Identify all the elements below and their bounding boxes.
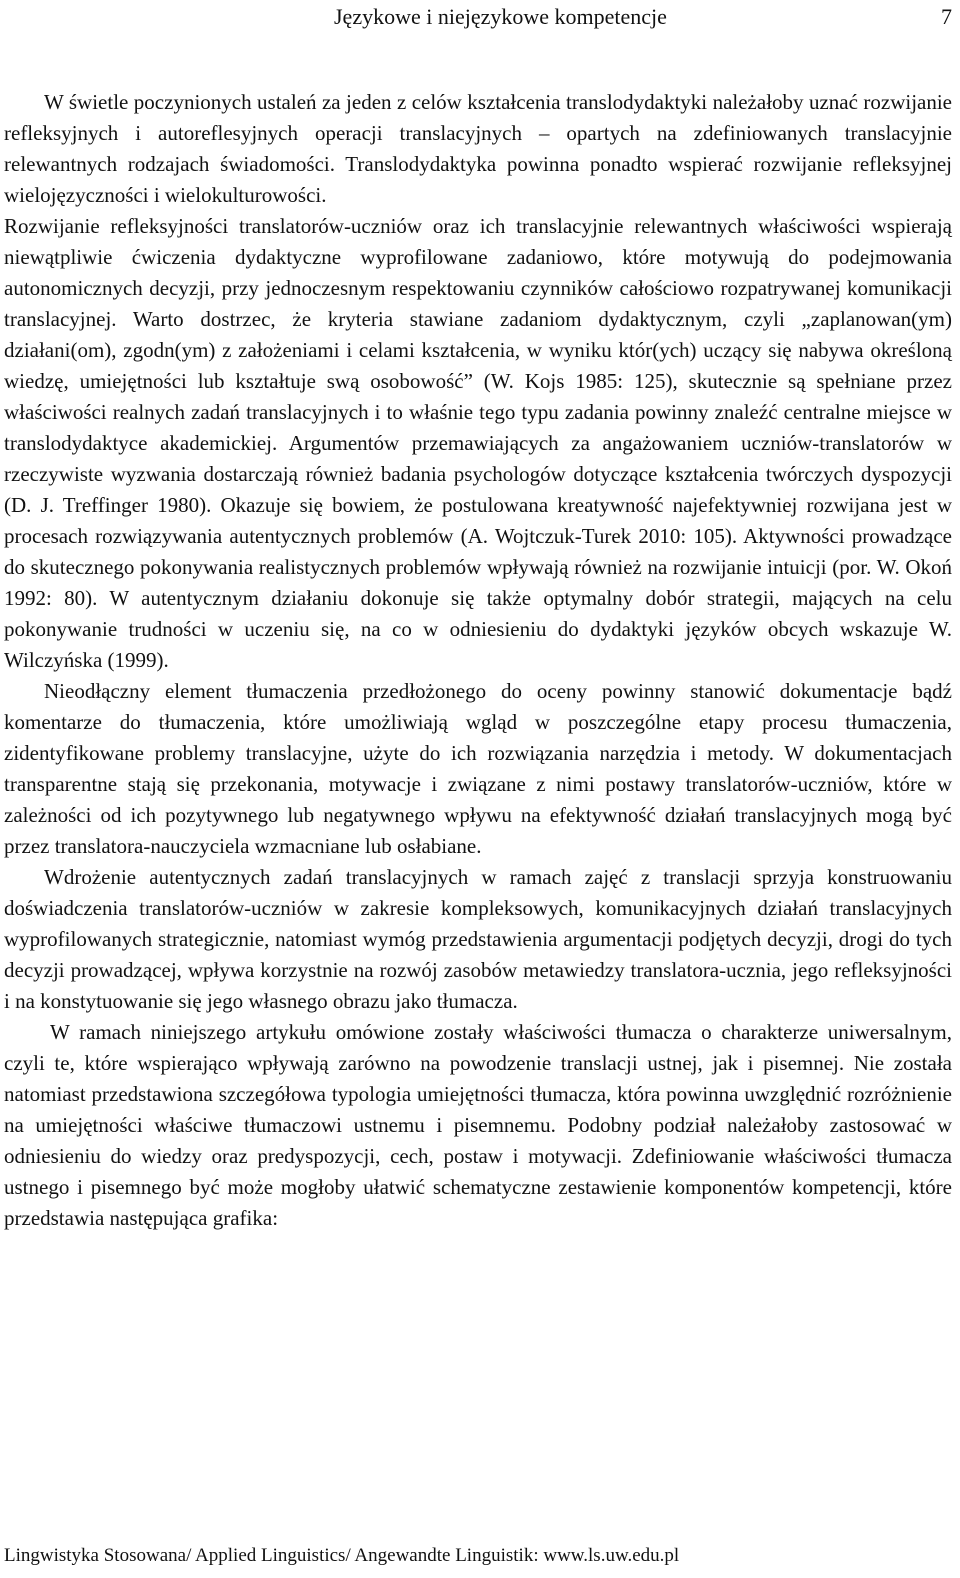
paragraph-3: Nieodłączny element tłumaczenia przedłożonego do oceny powinny stanowić dokumentacje bądź komentarze do tłumaczenia, które umożliwiają wgląd w poszczególne etapy procesu tłumaczenia, zidentyfikowane problemy translacyjne, użyte do ich rozwiązania narzędzia i metody. W dokumentacjach transparentne stają się przekonania, motywacje i związane z nimi postawy translatorów-uczniów, które w zależności od ich pozytywnego lub negatywnego wpływu na efektywność działań translacyjnych mogą być przez translatora-nauczyciela wzmacniane lub osłabiane. bbox=[4, 679, 952, 858]
paragraph-5: W ramach niniejszego artykułu omówione zostały właściwości tłumacza o charakterze uniwersalnym, czyli te, które wspierająco wpływają zarówno na powodzenie translacji ustnej, jak i pisemnej. Nie została natomiast przedstawiona szczegółowa typologia umiejętności tłumacza, która powinna uwzględnić rozróżnienie na umiejętności właściwe tłumaczowi ustnemu i pisemnemu. Podobny podział należałoby zastosować w odniesieniu do wiedzy oraz predyspozycji, cech, postaw i motywacji. Zdefiniowanie właściwości tłumacza ustnego i pisemnego być może mogłoby ułatwić schematyczne zestawienie komponentów kompetencji, które przedstawia następująca grafika: bbox=[4, 1020, 952, 1230]
document-page bbox=[4, 0, 952, 1578]
paragraph-2: Rozwijanie refleksyjności translatorów-uczniów oraz ich translacyjnie relewantnych właściwości wspierają niewątpliwie ćwiczenia dydaktyczne wyprofilowane zadaniowo, które motywują do podejmowania autonomicznych decyzji, przy jednoczesnym respektowaniu czynników całościowo rozpatrywanej komunikacji translacyjnej. Warto dostrzec, że kryteria stawiane zadaniom dydaktycznym, czyli „zaplanowan(ym) działani(om), zgodn(ym) z założeniami i celami kształcenia, w wyniku któr(ych) uczący się nabywa określoną wiedzę, umiejętności lub kształtuje swą osobowość” (W. Kojs 1985: 125), skutecznie są spełniane przez właściwości realnych zadań translacyjnych i to właśnie tego typu zadania powinny znaleźć centralne miejsce w translodydaktyce akademickiej. Argumentów przemawiających za angażowaniem uczniów-translatorów w rzeczywiste wyzwania dostarczają również badania psychologów dotyczące kształcenia twórczych dyspozycji (D. J. Treffinger 1980). Okazuje się bowiem, że postulowana kreatywność najefektywniej rozwijana jest w procesach rozwiązywania autentycznych problemów (A. Wojtczuk-Turek 2010: 105). Aktywności prowadzące do skutecznego pokonywania realistycznych problemów wpływają również na rozwijanie intuicji (por. W. Okoń 1992: 80). W autentycznym działaniu dokonuje się także optymalny dobór strategii, mających na celu pokonywanie trudności w uczeniu się, na co w odniesieniu do dydaktyki języków obcych wskazuje W. Wilczyńska (1999). bbox=[4, 214, 952, 672]
paragraph-1: W świetle poczynionych ustaleń za jeden z celów kształcenia translodydaktyki należałoby uznać rozwijanie refleksyjnych i autoreflesyjnych operacji translacyjnych – opartych na zdefiniowanych translacyjnie relewantnych rodzajach świadomości. Translodydaktyka powinna ponadto wspierać rozwijanie refleksyjnej wielojęzyczności i wielokulturowości. bbox=[4, 90, 952, 207]
page-number: 7 bbox=[941, 4, 952, 29]
body-text bbox=[4, 87, 952, 1234]
journal-footer: Lingwistyka Stosowana/ Applied Linguistics/ Angewandte Linguistik: www.ls.uw.edu.pl bbox=[4, 1545, 680, 1566]
running-title: Językowe i niejęzykowe kompetencje bbox=[334, 4, 667, 29]
running-header bbox=[4, 2, 952, 32]
paragraph-4: Wdrożenie autentycznych zadań translacyjnych w ramach zajęć z translacji sprzyja konstruowaniu doświadczenia translatorów-uczniów w zakresie kompleksowych, komunikacyjnych działań translacyjnych wyprofilowanych strategicznie, natomiast wymóg przedstawienia argumentacji podjętych decyzji, drogi do tych decyzji prowadzącej, wpływa korzystnie na rozwój zasobów metawiedzy translatora-ucznia, jego refleksyjności i na konstytuowanie się jego własnego obrazu jako tłumacza. bbox=[4, 865, 952, 1013]
